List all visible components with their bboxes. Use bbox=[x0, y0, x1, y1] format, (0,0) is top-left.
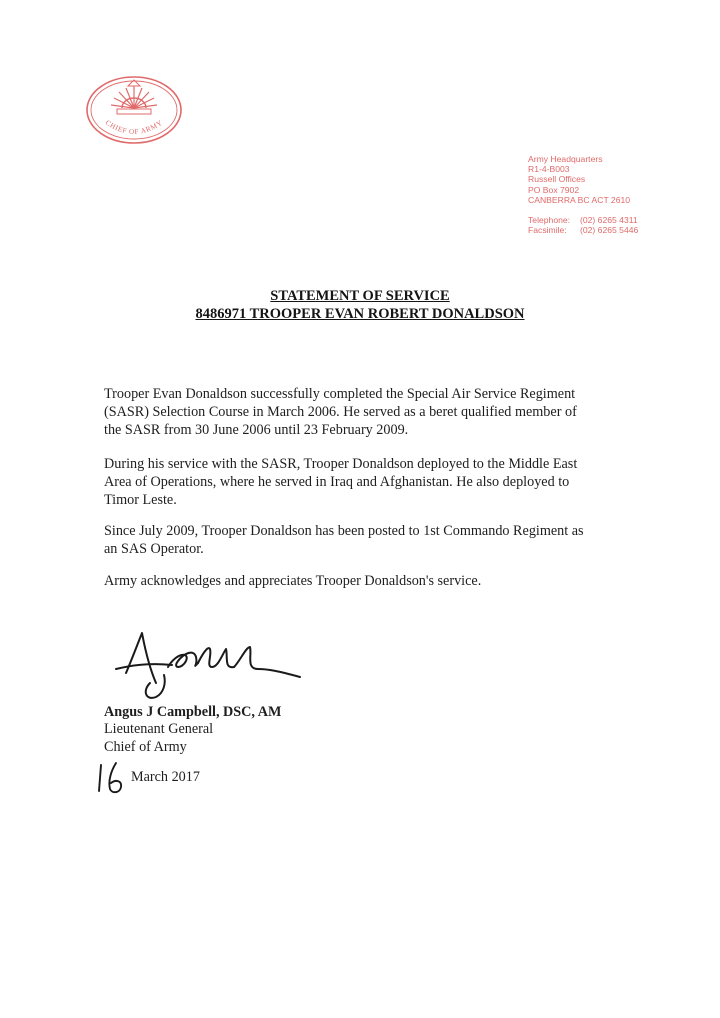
telephone-label: Telephone: bbox=[528, 215, 571, 226]
facsimile-row bbox=[528, 225, 638, 235]
signatory-position: Chief of Army bbox=[104, 738, 187, 755]
paragraph-line: Army acknowledges and appreciates Trooper Donaldson's service. bbox=[104, 573, 482, 589]
telephone-row bbox=[528, 215, 638, 225]
signatory-rank: Lieutenant General bbox=[104, 721, 214, 738]
paragraph-line: the SASR from 30 June 2006 until 23 February 2009. bbox=[104, 422, 409, 439]
seal-text: CHIEF OF ARMY bbox=[103, 118, 165, 137]
signatory-block bbox=[104, 704, 281, 756]
paragraph-line: (SASR) Selection Course in March 2006. He served as a beret qualified member of bbox=[104, 404, 577, 421]
telephone-number: (02) 6265 4311 bbox=[580, 215, 638, 226]
signatory-name: Angus J Campbell, DSC, AM bbox=[104, 704, 282, 720]
document-subtitle: 8486971 TROOPER EVAN ROBERT DONALDSON bbox=[195, 306, 525, 322]
address-line: Russell Offices bbox=[528, 174, 586, 185]
paragraph-line: During his service with the SASR, Trooper Donaldson deployed to the Middle East bbox=[104, 456, 578, 472]
facsimile-number: (02) 6265 5446 bbox=[580, 225, 639, 236]
paragraph-line: Trooper Evan Donaldson successfully completed the Special Air Service Regiment bbox=[104, 386, 576, 402]
paragraph-acknowledgement bbox=[104, 572, 481, 590]
address-line: R1-4-B003 bbox=[528, 164, 570, 175]
letterhead-address bbox=[528, 154, 638, 235]
paragraph-line: an SAS Operator. bbox=[104, 541, 204, 558]
document-title: STATEMENT OF SERVICE bbox=[270, 288, 450, 304]
address-line: CANBERRA BC ACT 2610 bbox=[528, 194, 631, 205]
address-line: Army Headquarters bbox=[528, 154, 603, 164]
paragraph-deployments bbox=[104, 455, 577, 510]
paragraph-line: Timor Leste. bbox=[104, 492, 177, 509]
handwritten-day bbox=[96, 759, 128, 795]
paragraph-line: Since July 2009, Trooper Donaldson has been posted to 1st Commando Regiment as bbox=[104, 523, 584, 539]
address-line: PO Box 7902 bbox=[528, 184, 580, 195]
signature-icon bbox=[112, 625, 312, 707]
svg-text:CHIEF OF ARMY bbox=[104, 119, 164, 137]
date-month-year: March 2017 bbox=[131, 769, 200, 785]
facsimile-label: Facsimile: bbox=[528, 225, 567, 236]
paragraph-posting bbox=[104, 522, 584, 558]
army-seal-icon bbox=[84, 74, 184, 146]
paragraph-selection bbox=[104, 385, 577, 440]
paragraph-line: Area of Operations, where he served in Iraq and Afghanistan. He also deployed to bbox=[104, 474, 570, 491]
